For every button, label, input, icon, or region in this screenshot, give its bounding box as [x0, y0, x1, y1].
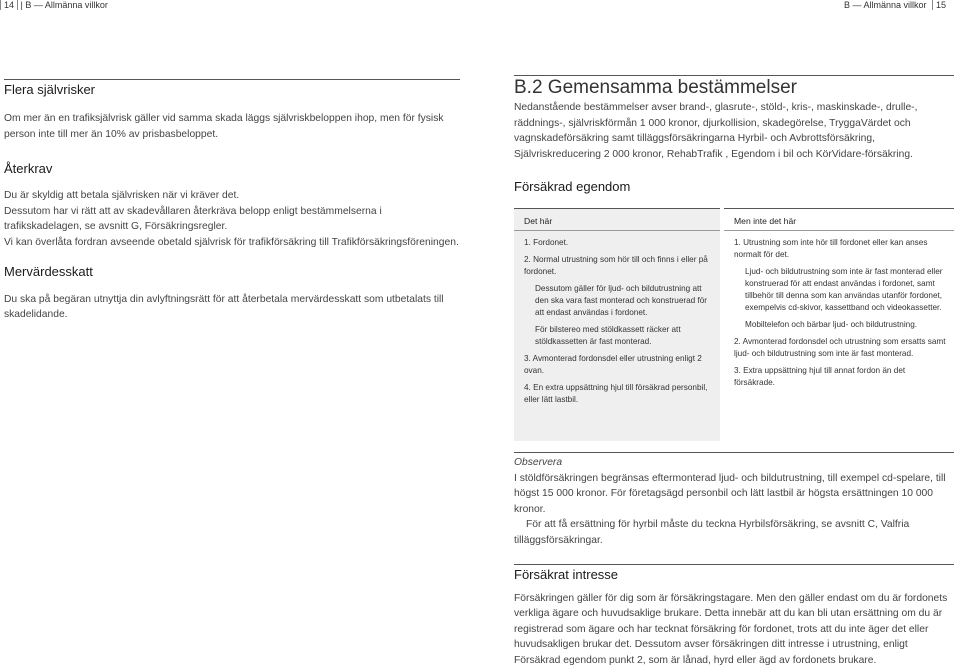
- list-item: För bilstereo med stöldkassett räcker att stöldkassetten är fast monterad.: [535, 325, 681, 346]
- section-heading-flera-sjalvrisker: Flera självrisker: [4, 79, 460, 98]
- right-running-header: [844, 0, 960, 12]
- left-running-header: [0, 0, 108, 12]
- left-column: [4, 79, 460, 323]
- left-header-title: B — Allmänna villkor: [25, 0, 108, 10]
- left-page-number: 14: [0, 0, 18, 10]
- subheading-forsakrat-intresse: Försäkrat intresse: [514, 564, 954, 583]
- property-table: [514, 208, 954, 440]
- paragraph: Du är skyldig att betala självrisken när vi kräver det.: [4, 190, 240, 202]
- list-item: 1. Fordonet.: [524, 238, 569, 247]
- observera-text: I stöldförsäkringen begränsas eftermonterad ljud- och bildutrustning, till exempel cd-spelare, till högst 15 000 kronor. För företagsägd personbil och lätt lastbil är högsta ersättningen 10 000 kronor.: [514, 472, 946, 515]
- intro-paragraph: Nedanstående bestämmelser avser brand-, glasrute-, stöld-, kris-, maskinskade-, drulle-, räddnings-, självriskförmån 1 000 kronor, djurkollision, skadegörelse, TryggaVärdet och vagnskadeförsäkring samt tilläggsförsäkringarna Hyrbil- och Avbrottsförsäkring, Självriskreducering 2 000 kronor, RehabTrafik , Egendom i bil och KörVidare-försäkring.: [514, 102, 918, 160]
- list-item: 3. Avmonterad fordonsdel eller utrustning enligt 2 ovan.: [524, 354, 702, 375]
- right-column-bottom: [514, 452, 954, 669]
- table-header-included: Det här: [524, 216, 553, 226]
- list-item: Ljud- och bildutrustning som inte är fast monterad eller konstruerad för att endast användas i fordonet, samt tillbehör till denna som kan användas utanför fordonet, exempelvis cd-skivor, kassettband och videokassetter.: [745, 267, 943, 312]
- right-header-title: B — Allmänna villkor: [843, 0, 927, 10]
- observera-label: Observera: [514, 457, 563, 468]
- paragraph: Vi kan överlåta fordran avseende obetald självrisk för trafikförsäkring till Trafikförsäkringsföreningen.: [4, 236, 459, 248]
- observera-text-2: För att få ersättning för hyrbil måste du teckna Hyrbilsförsäkring, se avsnitt C, Valfria tilläggsförsäkringar.: [514, 519, 910, 546]
- table-column-excluded: [724, 208, 954, 441]
- list-item: 3. Extra uppsättning hjul till annat fordon än det försäkrade.: [734, 366, 906, 387]
- interest-paragraph: Försäkringen gäller för dig som är försäkringstagare. Men den gäller endast om du är fordonets verkliga ägare och huvudsaklige brukare. Detta innebär att du kan bli utan ersättning om du är registrerad som ägare och har tecknat försäkring för fordonet, trots att du inte äger det eller huvudsakligen brukar det. Dessutom avser försäkringen ditt intresse i utrustning, enligt Försäkrad egendom punkt 2, som är lånad, hyrd eller ägd av fordonets brukare.: [514, 592, 948, 666]
- paragraph: Dessutom har vi rätt att av skadevållaren återkräva belopp enligt bestämmelserna i trafikskadelagen, se avsnitt G, Försäkringsregler.: [4, 205, 382, 233]
- paragraph: Du ska på begäran utnyttja din avlyftningsrätt för att återbetala mervärdesskatt som utbetalats till skadelidande.: [4, 293, 444, 321]
- page-title: B.2 Gemensamma bestämmelser: [514, 75, 954, 99]
- list-item: Dessutom gäller för ljud- och bildutrustning att den ska vara fast monterad och konstruerad för att endast användas i fordonet.: [535, 284, 708, 317]
- excluded-list: [724, 231, 954, 389]
- list-item: 1. Utrustning som inte hör till fordonet eller kan anses normalt för det.: [734, 238, 928, 259]
- table-column-included: [514, 208, 720, 441]
- right-page-number: 15: [932, 0, 946, 10]
- section-heading-aterkrav: Återkrav: [4, 161, 53, 177]
- paragraph: Om mer än en trafiksjälvrisk gäller vid samma skada läggs självriskbeloppen ihop, men för fysisk person inte till mer än 10% av prisbasbeloppet.: [4, 113, 444, 140]
- included-list: [514, 231, 720, 406]
- left-header-divider: |: [20, 0, 23, 10]
- table-header-excluded: Men inte det här: [734, 216, 797, 226]
- list-item: 2. Avmonterad fordonsdel och utrustning som ersatts samt ljud- och bildutrustning som inte är fast monterad.: [734, 337, 946, 358]
- list-item: Mobiltelefon och bärbar ljud- och bildutrustning.: [745, 320, 918, 329]
- list-item: 2. Normal utrustning som hör till och finns i eller på fordonet.: [524, 255, 708, 276]
- right-column: [514, 75, 954, 195]
- subheading-forsakrad-egendom: Försäkrad egendom: [514, 179, 631, 195]
- list-item: 4. En extra uppsättning hjul till försäkrad personbil, eller lätt lastbil.: [524, 383, 708, 404]
- section-heading-mervardesskatt: Mervärdesskatt: [4, 263, 93, 279]
